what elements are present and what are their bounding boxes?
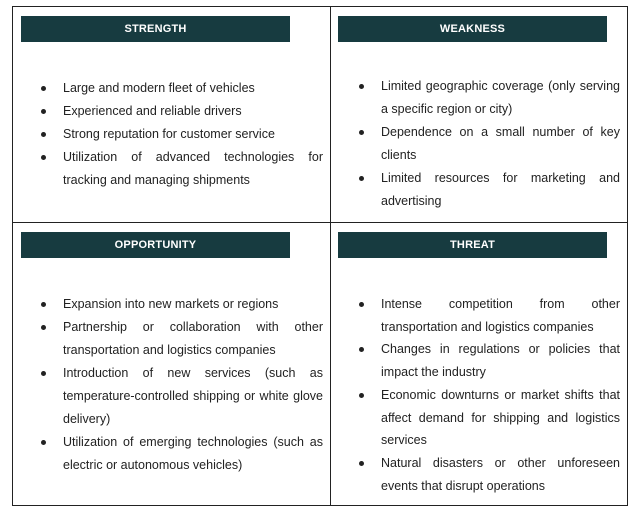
opportunity-header: OPPORTUNITY <box>21 232 290 258</box>
weakness-cell <box>331 7 627 222</box>
bullet-icon <box>359 461 364 466</box>
list-item <box>357 384 620 452</box>
bullet-icon <box>41 86 46 91</box>
list-item <box>39 316 323 362</box>
list-item-text: Utilization of emerging technologies (such as electric or autonomous vehicles) <box>63 435 323 472</box>
list-item <box>357 293 620 338</box>
bullet-icon <box>41 155 46 160</box>
list-item <box>39 77 323 100</box>
list-item <box>39 362 323 431</box>
list-item-text: Strong reputation for customer service <box>63 127 275 141</box>
list-item <box>39 146 323 192</box>
list-item <box>357 167 620 213</box>
list-item <box>357 452 620 497</box>
list-item-text: Limited resources for marketing and advertising <box>381 171 620 208</box>
threat-list <box>357 293 620 497</box>
list-item-text: Changes in regulations or policies that impact the industry <box>381 342 620 380</box>
list-item-text: Intense competition from other transportation and logistics companies <box>381 297 620 334</box>
bullet-icon <box>41 325 46 330</box>
list-item-text: Experienced and reliable drivers <box>63 104 242 118</box>
list-item <box>357 121 620 167</box>
swot-table <box>12 6 628 506</box>
weakness-header: WEAKNESS <box>338 16 607 42</box>
threat-cell <box>331 223 627 505</box>
bullet-icon <box>41 109 46 114</box>
threat-header: THREAT <box>338 232 607 258</box>
bullet-icon <box>41 440 46 445</box>
opportunity-list <box>39 293 323 477</box>
list-item-text: Utilization of advanced technologies for tracking and managing shipments <box>63 150 323 187</box>
bullet-icon <box>359 393 364 398</box>
bullet-icon <box>41 371 46 376</box>
bullet-icon <box>41 302 46 307</box>
opportunity-cell <box>13 223 330 505</box>
list-item-text: Dependence on a small number of key clients <box>381 125 620 162</box>
list-item <box>39 293 323 316</box>
list-item <box>357 338 620 383</box>
list-item-text: Large and modern fleet of vehicles <box>63 81 255 95</box>
bullet-icon <box>359 84 364 89</box>
list-item-text: Natural disasters or other unforeseen events that disrupt operations <box>381 455 620 493</box>
list-item-text: Economic downturns or market shifts that affect demand for shipping and logistics services <box>381 387 620 448</box>
bullet-icon <box>41 132 46 137</box>
weakness-list <box>357 75 620 213</box>
strength-cell <box>13 7 330 222</box>
list-item <box>39 123 323 146</box>
list-item-text: Expansion into new markets or regions <box>63 297 279 311</box>
bullet-icon <box>359 176 364 181</box>
list-item <box>357 75 620 121</box>
list-item <box>39 100 323 123</box>
list-item <box>39 431 323 477</box>
strength-header: STRENGTH <box>21 16 290 42</box>
list-item-text: Introduction of new services (such as temperature-controlled shipping or white glove delivery) <box>63 366 323 426</box>
bullet-icon <box>359 302 364 307</box>
bullet-icon <box>359 347 364 352</box>
bullet-icon <box>359 130 364 135</box>
list-item-text: Limited geographic coverage (only serving a specific region or city) <box>381 79 620 116</box>
list-item-text: Partnership or collaboration with other transportation and logistics companies <box>63 320 323 357</box>
strength-list <box>39 77 323 192</box>
